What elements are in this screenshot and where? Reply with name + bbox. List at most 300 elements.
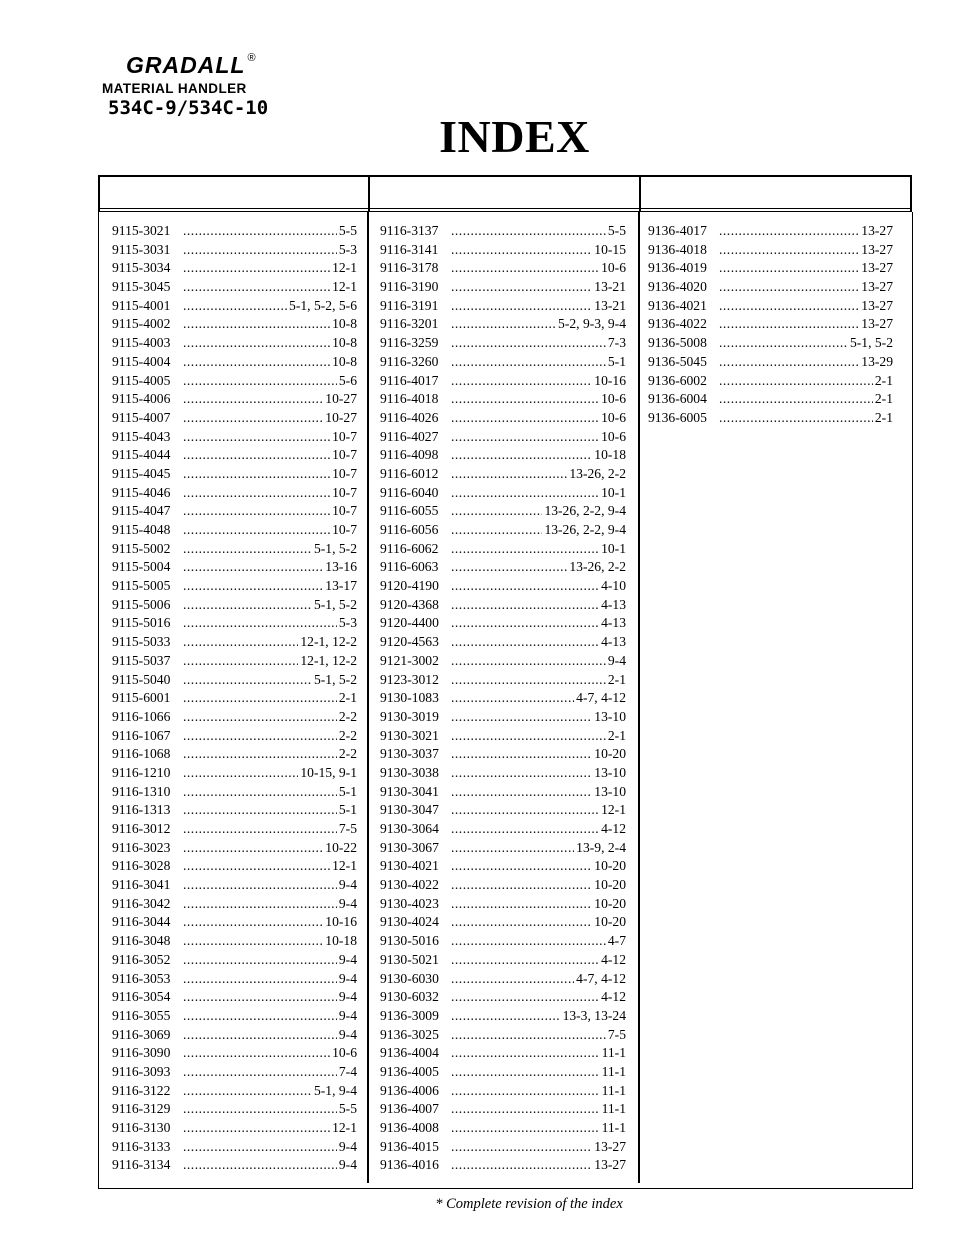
- dot-leader: [451, 895, 592, 914]
- dot-leader: [451, 334, 606, 353]
- page-reference: 2-2: [337, 745, 357, 764]
- dot-leader: [183, 1026, 337, 1045]
- page-reference: 13-26, 2-2: [567, 465, 626, 484]
- page-reference: 13-27: [859, 222, 893, 241]
- index-entry: [112, 1119, 357, 1138]
- part-number: 9136-4006: [380, 1082, 439, 1098]
- page-reference: 13-16: [323, 558, 357, 577]
- header-divider: [368, 177, 370, 211]
- page-reference: 5-5: [337, 1100, 357, 1119]
- index-entry: [380, 895, 626, 914]
- index-entry: [380, 1007, 626, 1026]
- part-number: 9116-3260: [380, 353, 439, 369]
- page-reference: 5-3: [337, 241, 357, 260]
- part-number: 9115-5033: [112, 634, 171, 650]
- dot-leader: [719, 297, 859, 316]
- part-number: 9121-3002: [380, 652, 439, 668]
- part-number: 9136-4004: [380, 1045, 439, 1061]
- page-reference: 9-4: [606, 652, 626, 671]
- page-reference: 9-4: [337, 951, 357, 970]
- part-number: 9116-3093: [112, 1063, 171, 1079]
- dot-leader: [451, 484, 599, 503]
- dot-leader: [183, 334, 330, 353]
- page-reference: 2-1: [873, 409, 893, 428]
- page-reference: 13-27: [859, 241, 893, 260]
- page-reference: 2-1: [337, 689, 357, 708]
- index-entry: [380, 988, 626, 1007]
- part-number: 9116-1067: [112, 727, 171, 743]
- index-entry: [112, 839, 357, 858]
- dot-leader: [719, 353, 859, 372]
- part-number: 9115-4047: [112, 503, 171, 519]
- page-reference: 9-4: [337, 988, 357, 1007]
- index-entry: [112, 577, 357, 596]
- index-entry: [380, 222, 626, 241]
- index-entry: [380, 446, 626, 465]
- part-number: 9136-4019: [648, 260, 707, 276]
- part-number: 9136-4005: [380, 1063, 439, 1079]
- index-entry: [380, 764, 626, 783]
- dot-leader: [183, 614, 337, 633]
- page-reference: 2-1: [873, 390, 893, 409]
- page-reference: 12-1: [599, 801, 626, 820]
- index-entry: [112, 297, 357, 316]
- page-reference: 10-20: [592, 745, 626, 764]
- logo-subtitle: MATERIAL HANDLER: [102, 81, 247, 96]
- page-reference: 4-12: [599, 820, 626, 839]
- index-entry: [648, 241, 893, 260]
- index-entry: [380, 465, 626, 484]
- index-entry: [112, 409, 357, 428]
- dot-leader: [451, 297, 592, 316]
- page-reference: 10-27: [323, 409, 357, 428]
- page-reference: 5-1, 5-2: [848, 334, 893, 353]
- page-reference: 10-8: [330, 315, 357, 334]
- index-entry: [112, 446, 357, 465]
- dot-leader: [451, 671, 606, 690]
- part-number: 9116-3122: [112, 1082, 171, 1098]
- page-reference: 9-4: [337, 876, 357, 895]
- part-number: 9115-5040: [112, 671, 171, 687]
- dot-leader: [183, 970, 337, 989]
- dot-leader: [183, 727, 337, 746]
- dot-leader: [183, 502, 330, 521]
- page-reference: 13-26, 2-2, 9-4: [542, 521, 626, 540]
- page-reference: 10-20: [592, 876, 626, 895]
- dot-leader: [183, 521, 330, 540]
- dot-leader: [451, 446, 592, 465]
- index-entry: [380, 783, 626, 802]
- dot-leader: [451, 558, 567, 577]
- index-entry: [380, 241, 626, 260]
- page-reference: 13-26, 2-2: [567, 558, 626, 577]
- dot-leader: [183, 876, 337, 895]
- logo-brand: GRADALL ®: [126, 52, 257, 78]
- dot-leader: [183, 801, 337, 820]
- part-number: 9116-6063: [380, 559, 439, 575]
- index-entry: [112, 1100, 357, 1119]
- page-reference: 13-17: [323, 577, 357, 596]
- page-reference: 10-27: [323, 390, 357, 409]
- dot-leader: [451, 708, 592, 727]
- dot-leader: [451, 1138, 592, 1157]
- dot-leader: [719, 222, 859, 241]
- page-reference: 11-1: [600, 1119, 626, 1138]
- page-reference: 10-7: [330, 465, 357, 484]
- part-number: 9115-4007: [112, 409, 171, 425]
- page-reference: 11-1: [600, 1100, 626, 1119]
- part-number: 9116-6040: [380, 484, 439, 500]
- page-reference: 10-6: [330, 1044, 357, 1063]
- part-number: 9115-6001: [112, 690, 171, 706]
- page-reference: 7-5: [337, 820, 357, 839]
- part-number: 9130-5016: [380, 933, 439, 949]
- index-entry: [112, 932, 357, 951]
- index-entry: [112, 951, 357, 970]
- dot-leader: [183, 745, 337, 764]
- index-entry: [112, 633, 357, 652]
- index-entry: [380, 745, 626, 764]
- dot-leader: [451, 1026, 606, 1045]
- dot-leader: [183, 1007, 337, 1026]
- page-reference: 5-6: [337, 372, 357, 391]
- part-number: 9115-3021: [112, 223, 171, 238]
- part-number: 9130-4024: [380, 914, 439, 930]
- page-reference: 5-5: [337, 222, 357, 241]
- index-entry: [380, 614, 626, 633]
- dot-leader: [451, 540, 599, 559]
- dot-leader: [451, 783, 592, 802]
- part-number: 9116-3053: [112, 970, 171, 986]
- page-reference: 9-4: [337, 1007, 357, 1026]
- dot-leader: [451, 932, 606, 951]
- index-entry: [648, 278, 893, 297]
- page-reference: 11-1: [600, 1082, 626, 1101]
- page-reference: 9-4: [337, 970, 357, 989]
- index-entry: [380, 671, 626, 690]
- dot-leader: [719, 409, 873, 428]
- page-reference: 2-1: [873, 372, 893, 391]
- dot-leader: [451, 1100, 600, 1119]
- part-number: 9136-6004: [648, 391, 707, 407]
- dot-leader: [451, 465, 567, 484]
- page-reference: 12-1: [330, 1119, 357, 1138]
- index-entry: [380, 913, 626, 932]
- part-number: 9116-3130: [112, 1120, 171, 1135]
- index-entry: [112, 596, 357, 615]
- part-number: 9130-1083: [380, 690, 439, 706]
- dot-leader: [183, 951, 337, 970]
- page-reference: 12-1, 12-2: [298, 652, 357, 671]
- dot-leader: [183, 241, 337, 260]
- dot-leader: [451, 521, 542, 540]
- dot-leader: [451, 876, 592, 895]
- dot-leader: [183, 1138, 337, 1157]
- index-entry: [380, 951, 626, 970]
- page-reference: 5-1, 5-2, 5-6: [287, 297, 357, 316]
- index-entry: [380, 689, 626, 708]
- dot-leader: [451, 409, 599, 428]
- page-reference: 5-3: [337, 614, 357, 633]
- part-number: 9130-3037: [380, 746, 439, 762]
- index-entry: [112, 689, 357, 708]
- index-entry: [380, 1119, 626, 1138]
- page-reference: 13-10: [592, 764, 626, 783]
- dot-leader: [183, 558, 323, 577]
- part-number: 9116-4017: [380, 372, 439, 388]
- part-number: 9116-3023: [112, 839, 171, 855]
- index-entry: [112, 1007, 357, 1026]
- part-number: 9115-4001: [112, 297, 171, 313]
- page-reference: 9-4: [337, 895, 357, 914]
- index-entry: [112, 315, 357, 334]
- part-number: 9116-3028: [112, 858, 171, 874]
- page-reference: 4-13: [599, 633, 626, 652]
- dot-leader: [183, 278, 330, 297]
- index-column-1: [112, 222, 357, 1175]
- part-number: 9116-3052: [112, 951, 171, 967]
- page-reference: 4-7, 4-12: [574, 689, 626, 708]
- dot-leader: [451, 278, 592, 297]
- index-entry: [112, 895, 357, 914]
- part-number: 9116-6062: [380, 540, 439, 556]
- index-entry: [112, 372, 357, 391]
- index-entry: [648, 372, 893, 391]
- dot-leader: [719, 315, 859, 334]
- dot-leader: [183, 913, 323, 932]
- index-entry: [380, 708, 626, 727]
- part-number: 9116-1310: [112, 783, 171, 799]
- index-table-header: [98, 175, 912, 212]
- part-number: 9136-4017: [648, 223, 707, 238]
- dot-leader: [183, 1044, 330, 1063]
- part-number: 9136-4008: [380, 1120, 439, 1135]
- dot-leader: [451, 1007, 561, 1026]
- dot-leader: [451, 1156, 592, 1175]
- index-entry: [380, 540, 626, 559]
- dot-leader: [183, 1100, 337, 1119]
- part-number: 9136-4015: [380, 1138, 439, 1154]
- part-number: 9115-4045: [112, 465, 171, 481]
- index-entry: [112, 521, 357, 540]
- page-reference: 10-7: [330, 428, 357, 447]
- page-reference: 5-1, 5-2: [312, 596, 357, 615]
- part-number: 9130-3041: [380, 783, 439, 799]
- page-reference: 10-7: [330, 446, 357, 465]
- page-reference: 10-6: [599, 390, 626, 409]
- page-reference: 13-29: [859, 353, 893, 372]
- page-reference: 5-1, 9-4: [312, 1082, 357, 1101]
- page-reference: 9-4: [337, 1138, 357, 1157]
- page-reference: 10-20: [592, 895, 626, 914]
- dot-leader: [451, 596, 599, 615]
- dot-leader: [183, 465, 330, 484]
- index-entry: [112, 857, 357, 876]
- index-entry: [380, 297, 626, 316]
- part-number: 9115-4043: [112, 428, 171, 444]
- index-entry: [648, 315, 893, 334]
- part-number: 9116-3178: [380, 260, 439, 276]
- dot-leader: [183, 895, 337, 914]
- page-reference: 10-15, 9-1: [298, 764, 357, 783]
- index-entry: [380, 315, 626, 334]
- dot-leader: [451, 1063, 600, 1082]
- part-number: 9136-4020: [648, 279, 707, 295]
- part-number: 9116-6055: [380, 503, 439, 519]
- dot-leader: [451, 372, 592, 391]
- dot-leader: [183, 1082, 312, 1101]
- part-number: 9116-3090: [112, 1045, 171, 1061]
- index-entry: [112, 334, 357, 353]
- part-number: 9115-4002: [112, 316, 171, 332]
- part-number: 9116-4026: [380, 409, 439, 425]
- page-reference: 10-6: [599, 409, 626, 428]
- index-entry: [112, 727, 357, 746]
- part-number: 9116-6012: [380, 465, 439, 481]
- part-number: 9116-3141: [380, 241, 439, 257]
- index-entry: [380, 1156, 626, 1175]
- index-entry: [380, 428, 626, 447]
- index-entry: [112, 913, 357, 932]
- page-reference: 5-1: [337, 801, 357, 820]
- page-reference: 10-6: [599, 428, 626, 447]
- index-entry: [648, 409, 893, 428]
- part-number: 9116-3190: [380, 279, 439, 295]
- part-number: 9136-4018: [648, 241, 707, 257]
- page-reference: 13-21: [592, 278, 626, 297]
- index-column-3: [648, 222, 893, 428]
- dot-leader: [451, 353, 606, 372]
- part-number: 9115-5002: [112, 540, 171, 556]
- page-reference: 13-26, 2-2, 9-4: [542, 502, 626, 521]
- index-entry: [112, 484, 357, 503]
- dot-leader: [183, 484, 330, 503]
- dot-leader: [451, 614, 599, 633]
- part-number: 9130-4023: [380, 895, 439, 911]
- dot-leader: [183, 540, 312, 559]
- index-entry: [380, 1063, 626, 1082]
- part-number: 9136-5008: [648, 335, 707, 351]
- index-entry: [380, 1100, 626, 1119]
- part-number: 9116-3129: [112, 1101, 171, 1117]
- page-reference: 4-10: [599, 577, 626, 596]
- dot-leader: [719, 334, 848, 353]
- index-entry: [112, 783, 357, 802]
- part-number: 9136-4016: [380, 1157, 439, 1173]
- dot-leader: [451, 259, 599, 278]
- page-reference: 4-13: [599, 614, 626, 633]
- page-reference: 2-1: [606, 671, 626, 690]
- index-entry: [112, 708, 357, 727]
- page-reference: 11-1: [600, 1063, 626, 1082]
- dot-leader: [719, 241, 859, 260]
- dot-leader: [183, 315, 330, 334]
- index-entry: [112, 1063, 357, 1082]
- part-number: 9130-3038: [380, 764, 439, 780]
- index-entry: [380, 857, 626, 876]
- part-number: 9130-4021: [380, 858, 439, 874]
- part-number: 9115-4003: [112, 335, 171, 351]
- part-number: 9123-3012: [380, 671, 439, 687]
- dot-leader: [719, 278, 859, 297]
- page-reference: 10-1: [599, 484, 626, 503]
- index-entry: [112, 988, 357, 1007]
- part-number: 9115-4048: [112, 522, 171, 537]
- page-reference: 4-13: [599, 596, 626, 615]
- index-entry: [380, 577, 626, 596]
- index-entry: [112, 970, 357, 989]
- dot-leader: [451, 727, 606, 746]
- dot-leader: [719, 259, 859, 278]
- part-number: 9116-1210: [112, 764, 171, 780]
- dot-leader: [451, 764, 592, 783]
- header-rule: [100, 208, 910, 209]
- index-entry: [380, 596, 626, 615]
- index-column-2: [380, 222, 626, 1175]
- index-entry: [112, 222, 357, 241]
- dot-leader: [451, 428, 599, 447]
- page-reference: 7-3: [606, 334, 626, 353]
- page-reference: 10-20: [592, 913, 626, 932]
- part-number: 9115-3031: [112, 241, 171, 257]
- part-number: 9130-3021: [380, 727, 439, 743]
- dot-leader: [451, 745, 592, 764]
- dot-leader: [183, 988, 337, 1007]
- part-number: 9130-4022: [380, 877, 439, 893]
- part-number: 9116-6056: [380, 522, 439, 537]
- index-entry: [380, 521, 626, 540]
- page-reference: 10-6: [599, 259, 626, 278]
- dot-leader: [451, 241, 592, 260]
- dot-leader: [183, 932, 323, 951]
- index-entry: [648, 259, 893, 278]
- part-number: 9115-4005: [112, 372, 171, 388]
- part-number: 9130-3047: [380, 802, 439, 818]
- page-reference: 13-27: [859, 278, 893, 297]
- dot-leader: [451, 1119, 600, 1138]
- dot-leader: [451, 652, 606, 671]
- index-entry: [648, 390, 893, 409]
- dot-leader: [451, 857, 592, 876]
- dot-leader: [183, 652, 298, 671]
- page-reference: 2-2: [337, 727, 357, 746]
- page-reference: 5-1, 5-2: [312, 540, 357, 559]
- index-entry: [112, 1156, 357, 1175]
- part-number: 9115-5005: [112, 578, 171, 594]
- part-number: 9116-3259: [380, 335, 439, 351]
- page-reference: 13-10: [592, 783, 626, 802]
- column-divider: [638, 212, 640, 1183]
- dot-leader: [183, 372, 337, 391]
- dot-leader: [451, 801, 599, 820]
- index-entry: [112, 1082, 357, 1101]
- page-reference: 9-4: [337, 1026, 357, 1045]
- page-reference: 13-27: [859, 315, 893, 334]
- index-entry: [380, 372, 626, 391]
- part-number: 9115-5016: [112, 615, 171, 631]
- page-reference: 4-12: [599, 951, 626, 970]
- page-reference: 13-9, 2-4: [574, 839, 626, 858]
- part-number: 9115-4046: [112, 484, 171, 500]
- index-entry: [648, 297, 893, 316]
- index-entry: [112, 801, 357, 820]
- index-entry: [648, 353, 893, 372]
- part-number: 9116-3137: [380, 223, 439, 238]
- header-divider: [639, 177, 641, 211]
- page-reference: 10-8: [330, 334, 357, 353]
- index-entry: [112, 1026, 357, 1045]
- part-number: 9116-4018: [380, 391, 439, 407]
